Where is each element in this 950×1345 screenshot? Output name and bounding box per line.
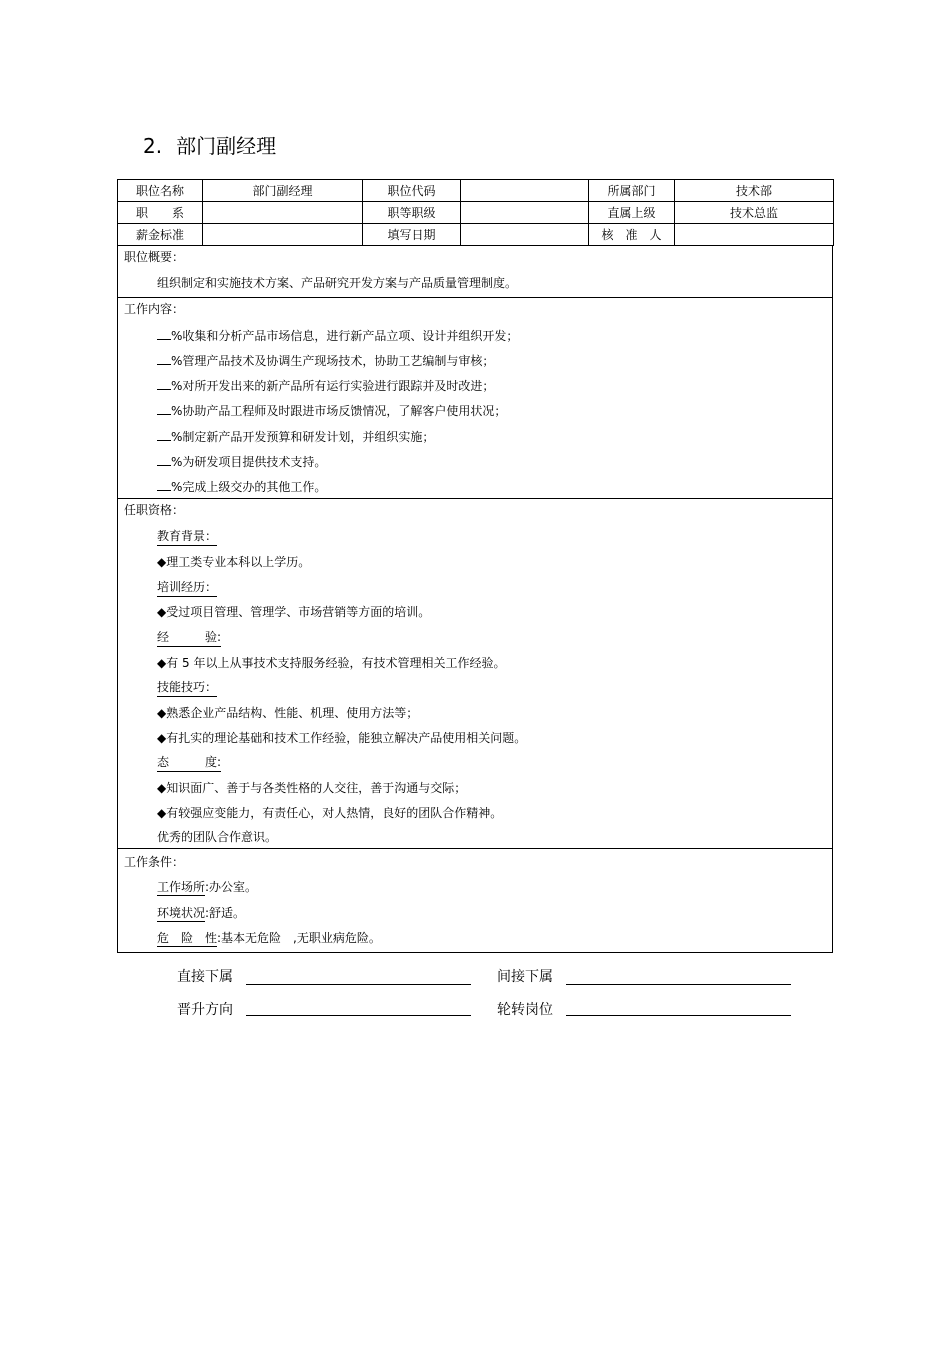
conditions-section — [117, 849, 833, 953]
label-department: 所属部门 — [589, 180, 675, 202]
value-department: 技术部 — [675, 180, 834, 202]
table-row — [118, 180, 834, 202]
section-title: 部门副经理 — [176, 134, 277, 158]
section-number: 2. — [143, 134, 163, 158]
value-supervisor: 技术总监 — [675, 202, 834, 224]
training-item: ◆受过项目管理、管理学、市场营销等方面的培训。 — [157, 605, 431, 619]
value-fill-date — [461, 224, 589, 246]
summary-section — [117, 246, 833, 298]
attitude-item: ◆有较强应变能力，有责任心，对人热情，良好的团队合作精神。 — [157, 806, 503, 820]
risk-row — [157, 929, 381, 946]
skills-label: 技能技巧： — [157, 678, 217, 697]
direct-subordinates-label: 直接下属 — [177, 969, 233, 985]
label-grade: 职等职级 — [363, 202, 461, 224]
direct-subordinates-line — [246, 984, 471, 985]
risk-label: 危 险 性 — [157, 931, 218, 945]
skills-item: ◆有扎实的理论基础和技术工作经验，能独立解决产品使用相关问题。 — [157, 731, 527, 745]
value-salary — [203, 224, 363, 246]
label-salary: 薪金标准 — [118, 224, 203, 246]
label-job-family: 职 系 — [118, 202, 203, 224]
value-position-code — [461, 180, 589, 202]
indirect-subordinates-line — [566, 984, 791, 985]
percent-blank — [157, 353, 171, 365]
table-row — [118, 202, 834, 224]
page-title — [143, 130, 276, 159]
attitude-item: ◆知识面广、善于与各类性格的人交往，善于沟通与交际； — [157, 781, 467, 795]
value-approver — [675, 224, 834, 246]
percent-blank — [157, 403, 171, 415]
environment-label: 环境状况 — [157, 906, 206, 920]
value-job-family — [203, 202, 363, 224]
list-item: %对所开发出来的新产品所有运行实验进行跟踪并及时改进； — [157, 377, 494, 394]
promotion-path-label: 晋升方向 — [177, 1002, 233, 1018]
list-item: %完成上级交办的其他工作。 — [157, 478, 326, 495]
attitude-item: 优秀的团队合作意识。 — [157, 830, 278, 844]
skills-item: ◆熟悉企业产品结构、性能、机理、使用方法等； — [157, 706, 419, 720]
position-header-table — [117, 179, 834, 246]
label-position-code: 职位代码 — [363, 180, 461, 202]
list-item: %为研发项目提供技术支持。 — [157, 453, 326, 470]
rotation-post-line — [566, 1015, 791, 1016]
experience-item: ◆有 5 年以上从事技术支持服务经验，有技术管理相关工作经验。 — [157, 656, 506, 670]
table-row — [118, 224, 834, 246]
qualifications-section — [117, 499, 833, 849]
percent-blank — [157, 378, 171, 390]
list-item: %协助产品工程师及时跟进市场反馈情况，了解客户使用状况； — [157, 402, 506, 419]
conditions-heading: 工作条件： — [124, 855, 185, 869]
list-item: %管理产品技术及协调生产现场技术，协助工艺编制与审核； — [157, 352, 494, 369]
education-label: 教育背景： — [157, 527, 217, 546]
training-label: 培训经历： — [157, 578, 217, 597]
education-item: ◆理工类专业本科以上学历。 — [157, 555, 311, 569]
label-fill-date: 填写日期 — [363, 224, 461, 246]
rotation-post-label: 轮转岗位 — [497, 1002, 553, 1018]
environment-row — [157, 904, 245, 921]
indirect-subordinates-label: 间接下属 — [497, 969, 553, 985]
list-item: %收集和分析产品市场信息，进行新产品立项、设计并组织开发； — [157, 327, 518, 344]
qualifications-heading: 任职资格： — [124, 503, 185, 517]
experience-label: 经 验: — [157, 628, 221, 647]
label-supervisor: 直属上级 — [589, 202, 675, 224]
summary-text: 组织制定和实施技术方案、产品研究开发方案与产品质量管理制度。 — [157, 276, 518, 290]
environment-value: :舒适。 — [205, 906, 246, 920]
workplace-label: 工作场所 — [157, 880, 206, 894]
list-item: %制定新产品开发预算和研发计划，并组织实施； — [157, 428, 434, 445]
percent-blank — [157, 429, 171, 441]
label-position-name: 职位名称 — [118, 180, 203, 202]
promotion-path-line — [246, 1015, 471, 1016]
summary-heading: 职位概要： — [124, 250, 185, 264]
workplace-row — [157, 878, 257, 895]
percent-blank — [157, 479, 171, 491]
label-approver: 核 准 人 — [589, 224, 675, 246]
attitude-label: 态 度: — [157, 753, 221, 772]
duties-heading: 工作内容： — [124, 302, 185, 316]
percent-blank — [157, 328, 171, 340]
percent-blank — [157, 454, 171, 466]
value-position-name: 部门副经理 — [203, 180, 363, 202]
value-grade — [461, 202, 589, 224]
workplace-value: :办公室。 — [205, 880, 258, 894]
duties-section — [117, 298, 833, 499]
risk-value: :基本无危险 ,无职业病危险。 — [217, 931, 381, 945]
